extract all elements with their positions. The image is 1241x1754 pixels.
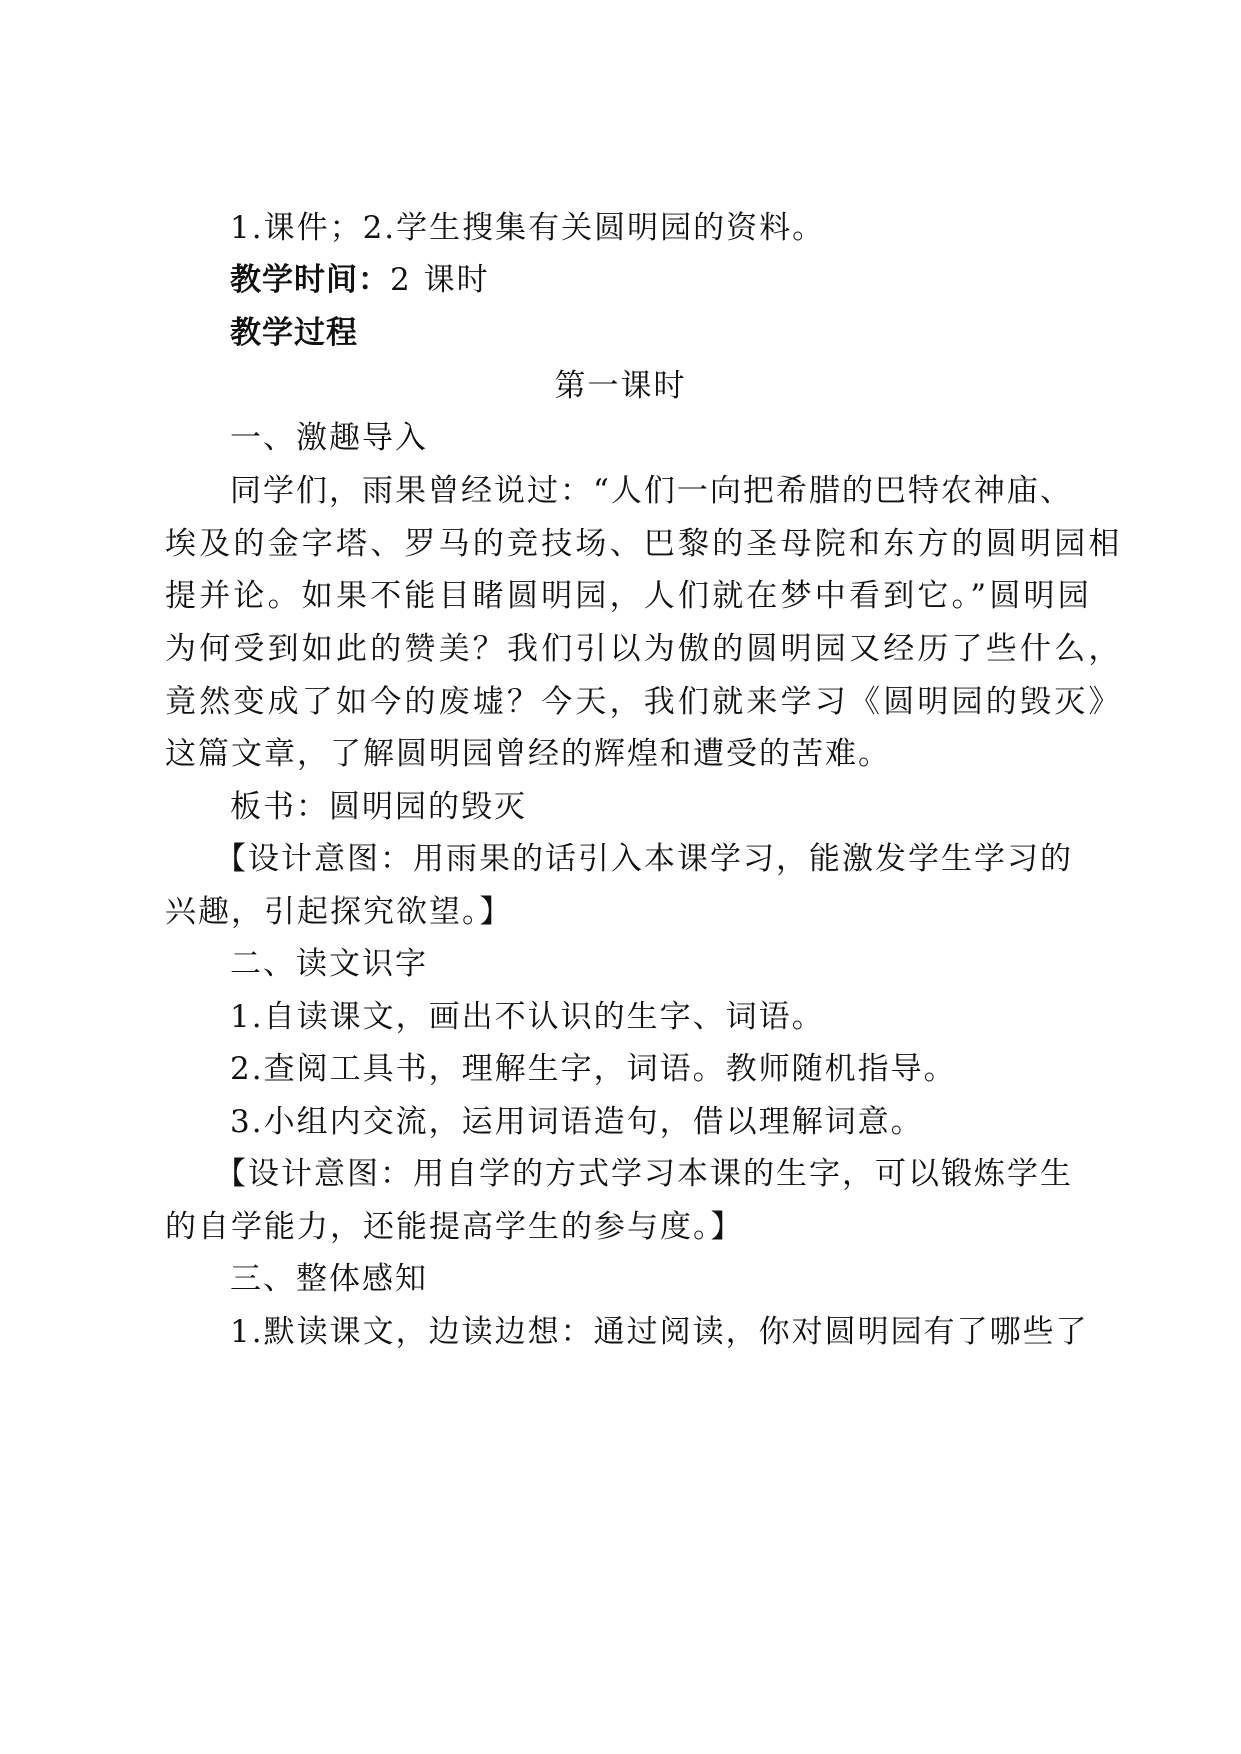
step-item: 1.自读课文，画出不认识的生字、词语。 xyxy=(230,999,825,1035)
intro-paragraph-line: 同学们，雨果曾经说过：“人们一向把希腊的巴特农神庙、 xyxy=(230,473,1073,509)
intro-paragraph-line: 提并论。如果不能目睹圆明园，人们就在梦中看到它。”圆明园 xyxy=(165,578,1092,614)
design-intent-line: 兴趣，引起探究欲望。】 xyxy=(165,894,513,930)
section-heading-2: 二、读文识字 xyxy=(230,946,428,982)
teaching-time-value: 2 课时 xyxy=(390,262,490,298)
step-item: 2.查阅工具书，理解生字，词语。教师随机指导。 xyxy=(230,1051,957,1087)
intro-paragraph-line: 为何受到如此的赞美？我们引以为傲的圆明园又经历了些什么， xyxy=(165,631,1123,667)
lesson-title: 第一课时 xyxy=(554,368,687,404)
design-intent-line: 【设计意图：用自学的方式学习本课的生字，可以锻炼学生 xyxy=(215,1156,1073,1192)
board-note: 板书：圆明园的毁灭 xyxy=(230,789,527,825)
intro-paragraph-line: 埃及的金字塔、罗马的竞技场、巴黎的圣母院和东方的圆明园相 xyxy=(165,526,1123,562)
step-item: 1.默读课文，边读边想：通过阅读，你对圆明园有了哪些了 xyxy=(230,1314,1089,1350)
design-intent-line: 的自学能力，还能提高学生的参与度。】 xyxy=(165,1209,744,1245)
teaching-time-label: 教学时间： xyxy=(230,262,390,298)
intro-paragraph-line: 这篇文章，了解圆明园曾经的辉煌和遭受的苦难。 xyxy=(165,736,891,772)
teaching-time-line xyxy=(230,260,1090,300)
design-intent-line: 【设计意图：用雨果的话引入本课学习，能激发学生学习的 xyxy=(215,841,1073,877)
section-heading-1: 一、激趣导入 xyxy=(230,420,428,456)
materials-line: 1.课件；2.学生搜集有关圆明园的资料。 xyxy=(230,210,826,246)
section-heading-3: 三、整体感知 xyxy=(230,1261,428,1297)
intro-paragraph-line: 竟然变成了如今的废墟？今天，我们就来学习《圆明园的毁灭》 xyxy=(165,684,1123,720)
step-item: 3.小组内交流，运用词语造句，借以理解词意。 xyxy=(230,1104,924,1140)
process-heading: 教学过程 xyxy=(230,315,358,351)
